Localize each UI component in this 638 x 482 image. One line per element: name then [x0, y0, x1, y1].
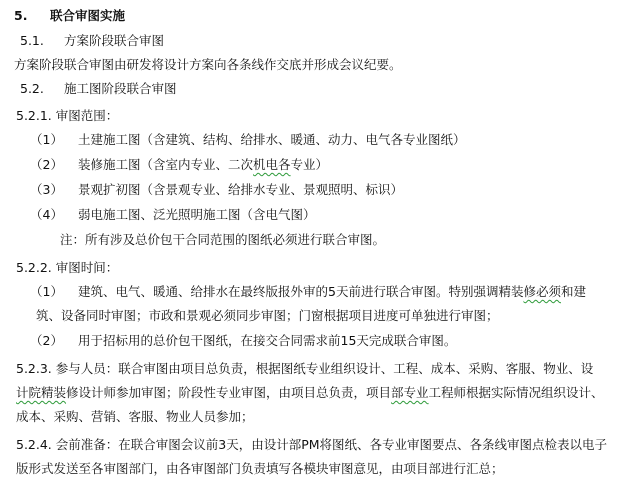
subsection-number: 5.2.1.: [16, 108, 52, 123]
subsection-5-2-3-line-2: [16, 385, 604, 401]
subsection-number: 5.2.4.: [16, 437, 52, 452]
paragraph-text: 参与人员：联合审图由项目总负责，根据图纸专业组织设计、工程、成本、采购、客服、物业、设: [55, 361, 594, 376]
item-number: （1）: [30, 284, 63, 299]
item-text: [78, 284, 586, 300]
section-title: 联合审图实施: [50, 8, 126, 23]
item-number: （2）: [30, 157, 63, 172]
spellcheck-underline: 修必须: [523, 284, 561, 299]
subsection-5-2-4-line-2: 版形式发送至各审图部门，由各审图部门负责填写各模块审图意见，由项目部进行汇总；: [16, 461, 504, 476]
time-item-1-line-2: 筑、设备同时审图；市政和景观必须同步审图；门窗根据项目进度可单独进行审图；: [36, 308, 499, 323]
item-text-part: 和建: [560, 284, 586, 299]
subsection-number: 5.1.: [20, 33, 44, 48]
subsection-5-2-1-heading: [16, 108, 118, 124]
subsection-title: 审图时间：: [55, 260, 119, 275]
paragraph-text: 修设计师参加审图；阶段性专业审图，由项目总负责，项目: [66, 385, 392, 400]
item-text: 用于招标用的总价包干图纸，在接交合同需求前15天完成联合审图。: [78, 333, 457, 348]
subsection-title: 审图范围：: [55, 108, 119, 123]
item-number: （2）: [30, 333, 63, 348]
section-number: 5.: [14, 8, 28, 23]
paragraph-5-1-body: 方案阶段联合审图由研发将设计方案向各条线作交底并形成会议纪要。: [14, 57, 402, 72]
item-number: （4）: [30, 207, 63, 222]
scope-note: 注：所有涉及总价包干合同范围的图纸必须进行联合审图。: [60, 232, 386, 247]
subsection-title: 施工图阶段联合审图: [64, 81, 177, 96]
subsection-5-2-2-heading: [16, 260, 118, 276]
item-text: 弱电施工图、泛光照明施工图（含电气图）: [78, 207, 316, 222]
subsection-5-2-4-line-1: [16, 437, 607, 453]
item-number: （3）: [30, 182, 63, 197]
item-number: （1）: [30, 132, 63, 147]
item-text-part: 专业）: [290, 157, 329, 172]
subsection-number: 5.2.2.: [16, 260, 52, 275]
subsection-number: 5.2.3.: [16, 361, 52, 376]
item-text-part: 建筑、电气、暖通、给排水在最终版报外审的5天前进行联合审图。特别强调精装: [78, 284, 524, 299]
paragraph-text: 工程师根据实际情况组织设计、: [428, 385, 604, 400]
item-text: 景观扩初图（含景观专业、给排水专业、景观照明、标识）: [78, 182, 404, 197]
spellcheck-underline: 机电各: [253, 157, 291, 172]
subsection-number: 5.2.: [20, 81, 44, 96]
subsection-5-2-3-line-1: [16, 361, 593, 377]
subsection-5-2-3-line-3: 成本、采购、营销、客服、物业人员参加；: [16, 409, 254, 424]
subsection-title: 方案阶段联合审图: [64, 33, 165, 48]
item-text: [78, 157, 328, 173]
spellcheck-underline: 部专业: [391, 385, 429, 400]
spellcheck-underline: 计院精装: [16, 385, 67, 400]
item-text-part: 装修施工图（含室内专业、二次: [78, 157, 254, 172]
item-text: 土建施工图（含建筑、结构、给排水、暖通、动力、电气各专业图纸）: [78, 132, 466, 147]
paragraph-text: 会前准备：在联合审图会议前3天，由设计部PM将图纸、各专业审图要点、各条线审图点检表以电子: [55, 437, 608, 452]
